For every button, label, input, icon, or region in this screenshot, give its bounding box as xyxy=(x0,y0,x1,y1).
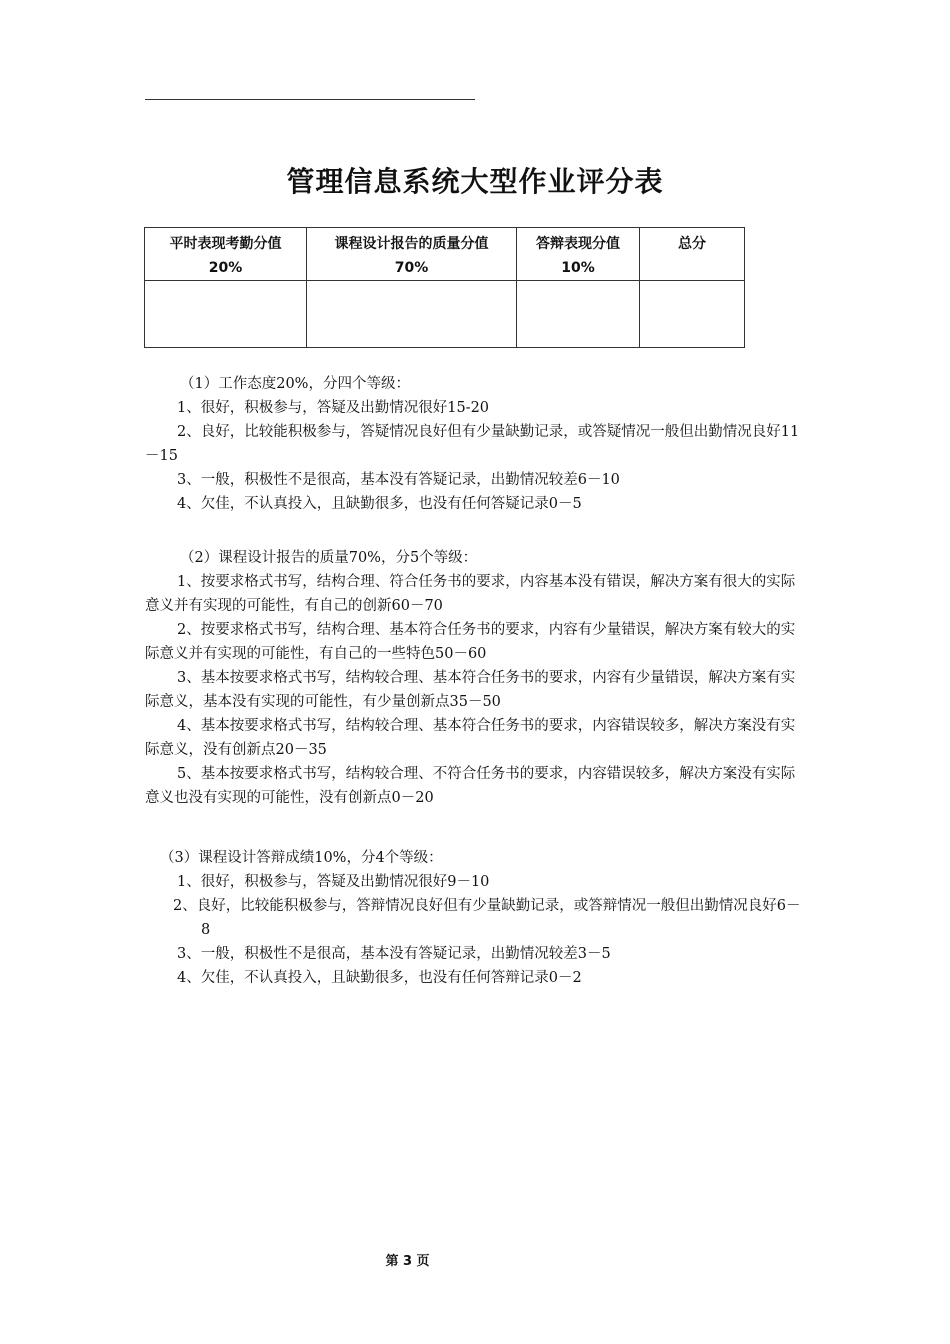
header-pct: 20% xyxy=(208,260,243,276)
list-item: 1、按要求格式书写，结构合理、符合任务书的要求，内容基本没有错误，解决方案有很大的实际意义并有实现的可能性，有自己的创新60－70 xyxy=(145,574,796,614)
header-total xyxy=(640,228,745,281)
header-pct: 70% xyxy=(394,260,429,276)
list-item: 4、基本按要求格式书写，结构较合理、基本符合任务书的要求，内容错误较多，解决方案没有实际意义，没有创新点20－35 xyxy=(145,718,796,758)
page-title: 管理信息系统大型作业评分表 xyxy=(286,165,664,198)
list-item: 3、基本按要求格式书写，结构较合理、基本符合任务书的要求，内容有少量错误，解决方案有实际意义，基本没有实现的可能性，有少量创新点35－50 xyxy=(145,670,796,710)
list-item: 2、良好，比较能积极参与，答辩情况良好但有少量缺勤记录，或答辩情况一般但出勤情况良好6－8 xyxy=(173,898,801,938)
section-defense xyxy=(145,846,807,990)
header-report xyxy=(307,228,517,281)
cell-report-score xyxy=(307,281,517,348)
table-row xyxy=(145,281,745,348)
list-item: 1、很好，积极参与，答疑及出勤情况很好9－10 xyxy=(177,874,490,890)
header-label: 答辩表现分值 xyxy=(536,236,620,252)
list-item: 2、按要求格式书写，结构合理、基本符合任务书的要求，内容有少量错误，解决方案有较大的实际意义并有实现的可能性，有自己的一些特色50－60 xyxy=(145,622,796,662)
table-header-row xyxy=(145,228,745,281)
list-item: 3、一般，积极性不是很高，基本没有答疑记录，出勤情况较差3－5 xyxy=(177,946,611,962)
list-item: 5、基本按要求格式书写，结构较合理、不符合任务书的要求，内容错误较多，解决方案没有实际意义也没有实现的可能性，没有创新点0－20 xyxy=(145,766,796,806)
section-heading: （3）课程设计答辩成绩10%，分4个等级： xyxy=(160,850,443,866)
section-heading: （1）工作态度20%，分四个等级： xyxy=(180,376,410,392)
section-heading: （2）课程设计报告的质量70%，分5个等级： xyxy=(180,550,478,566)
list-item: 2、良好，比较能积极参与，答疑情况良好但有少量缺勤记录，或答疑情况一般但出勤情况良好11－15 xyxy=(145,424,800,464)
list-item: 4、欠佳，不认真投入，且缺勤很多，也没有任何答疑记录0－5 xyxy=(177,496,582,512)
header-attendance xyxy=(145,228,307,281)
cell-defense-score xyxy=(517,281,640,348)
header-label: 课程设计报告的质量分值 xyxy=(334,236,489,252)
header-pct: 10% xyxy=(561,260,595,276)
header-rule xyxy=(145,99,475,100)
section-report xyxy=(145,546,807,810)
list-item: 4、欠佳，不认真投入，且缺勤很多，也没有任何答辩记录0－2 xyxy=(177,970,582,986)
page-number: 第 3 页 xyxy=(385,1254,430,1269)
cell-total-score xyxy=(640,281,745,348)
header-label: 平时表现考勤分值 xyxy=(169,236,282,252)
cell-attendance-score xyxy=(145,281,307,348)
section-attitude xyxy=(145,372,807,516)
list-item: 1、很好，积极参与，答疑及出勤情况很好15-20 xyxy=(177,400,490,416)
list-item: 3、一般，积极性不是很高，基本没有答疑记录，出勤情况较差6－10 xyxy=(177,472,620,488)
header-label: 总分 xyxy=(678,236,706,252)
score-table xyxy=(144,227,745,348)
header-defense xyxy=(517,228,640,281)
